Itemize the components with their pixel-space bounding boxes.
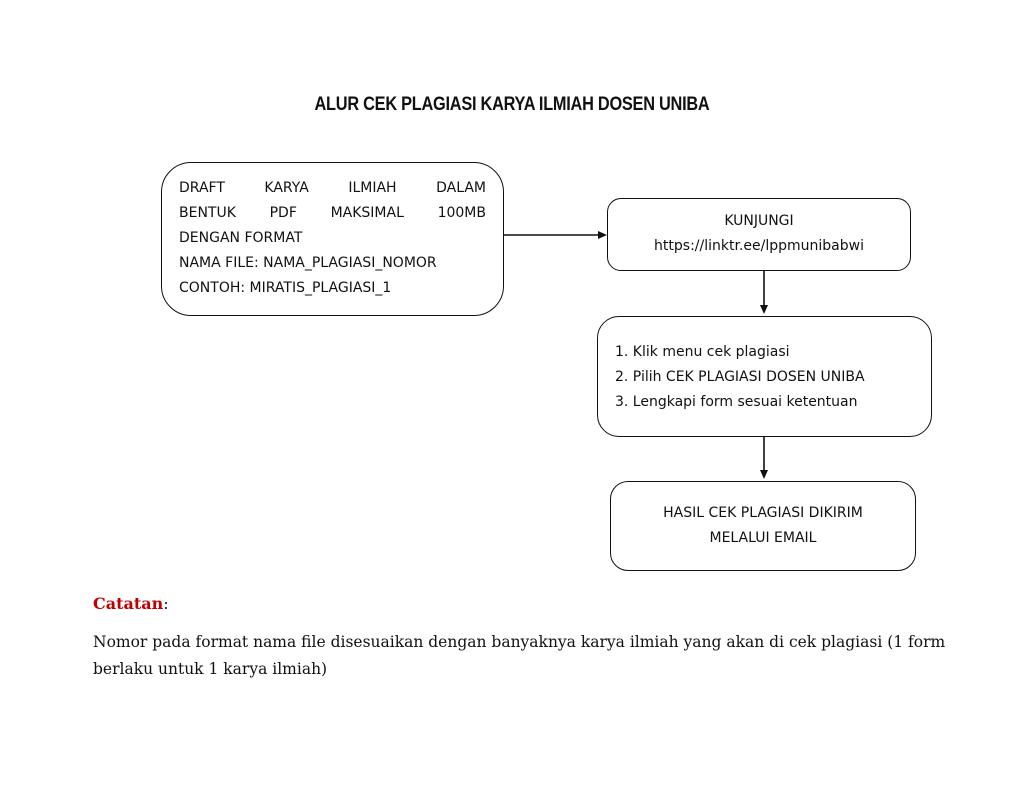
result-line: MELALUI EMAIL xyxy=(709,530,817,546)
step-item: 1. Klik menu cek plagiasi xyxy=(615,344,790,360)
draft-line: DRAFT KARYA ILMIAH DALAM xyxy=(179,180,486,196)
visit-link-box xyxy=(607,198,911,271)
diagram-title: ALUR CEK PLAGIASI KARYA ILMIAH DOSEN UNIBA xyxy=(314,94,710,115)
visit-label: KUNJUNGI xyxy=(724,213,794,229)
step-item: 2. Pilih CEK PLAGIASI DOSEN UNIBA xyxy=(615,369,865,385)
step-item: 3. Lengkapi form sesuai ketentuan xyxy=(615,394,858,410)
arrow-steps-to-result xyxy=(760,437,768,479)
arrow-draft-to-visit xyxy=(504,231,607,239)
arrow-visit-to-steps xyxy=(760,271,768,314)
draft-line: NAMA FILE: NAMA_PLAGIASI_NOMOR xyxy=(179,255,437,271)
result-line: HASIL CEK PLAGIASI DIKIRIM xyxy=(663,505,863,521)
note-label: Catatan xyxy=(93,594,164,613)
steps-box xyxy=(597,316,932,437)
draft-requirements-box xyxy=(161,162,504,316)
visit-url-link: https://linktr.ee/lppmunibabwi xyxy=(654,238,864,254)
note-label-row xyxy=(93,594,169,613)
result-box xyxy=(610,481,916,571)
draft-line: BENTUK PDF MAKSIMAL 100MB xyxy=(179,205,486,221)
note-colon: : xyxy=(163,594,169,613)
note-text: Nomor pada format nama file disesuaikan dengan banyaknya karya ilmiah yang akan di cek plagiasi (1 form berlaku untuk 1 karya ilmiah) xyxy=(93,633,946,678)
draft-line: CONTOH: MIRATIS_PLAGIASI_1 xyxy=(179,280,392,296)
draft-line: DENGAN FORMAT xyxy=(179,230,303,246)
